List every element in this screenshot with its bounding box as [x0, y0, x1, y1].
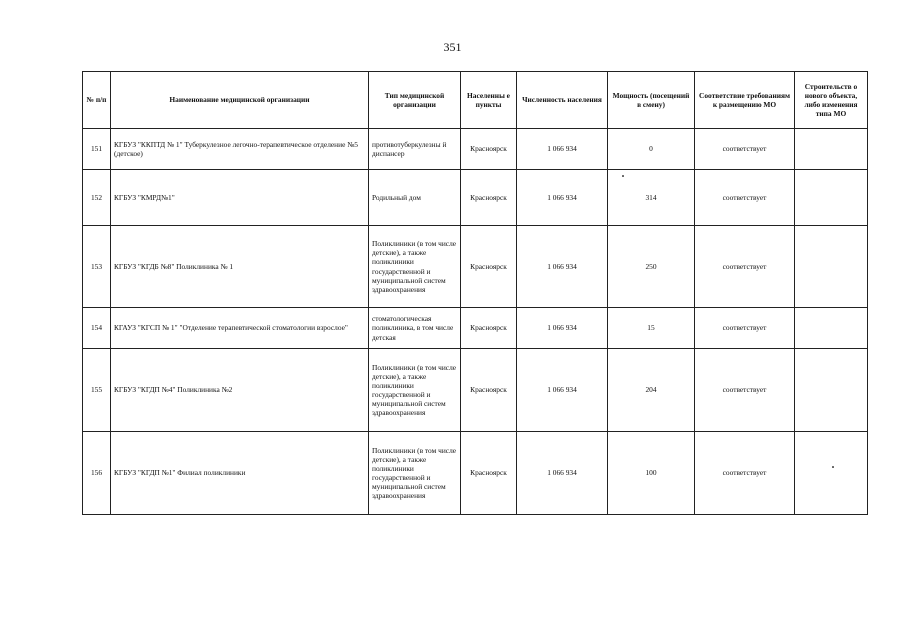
compliance: соответствует — [695, 432, 795, 515]
table-row — [83, 308, 868, 349]
locality: Красноярск — [461, 170, 517, 226]
header-num: № п/п — [83, 72, 111, 129]
organization-name: КГБУЗ "ККПТД № 1" Туберкулезное легочно-терапевтическое отделение №5 (детское) — [111, 129, 369, 170]
construction — [795, 349, 868, 432]
organization-type: Поликлиники (в том числе детские), а также поликлиники государственной и муниципальной систем здравоохранения — [369, 349, 461, 432]
population: 1 066 934 — [517, 129, 608, 170]
organization-name: КГБУЗ "КГДП №1" Филиал поликлиники — [111, 432, 369, 515]
population: 1 066 934 — [517, 349, 608, 432]
header-population: Численность населения — [517, 72, 608, 129]
population: 1 066 934 — [517, 308, 608, 349]
organization-name: КГБУЗ "КМРД№1" — [111, 170, 369, 226]
organization-type: Поликлиники (в том числе детские), а также поликлиники государственной и муниципальной систем здравоохранения — [369, 226, 461, 308]
table-row — [83, 226, 868, 308]
locality: Красноярск — [461, 129, 517, 170]
population: 1 066 934 — [517, 226, 608, 308]
compliance: соответствует — [695, 308, 795, 349]
row-number: 156 — [83, 432, 111, 515]
table-header-row — [83, 72, 868, 129]
table-row — [83, 129, 868, 170]
compliance: соответствует — [695, 349, 795, 432]
header-type: Тип медицинской организации — [369, 72, 461, 129]
organization-type: противотуберкулезны й диспансер — [369, 129, 461, 170]
construction — [795, 432, 868, 515]
row-number: 151 — [83, 129, 111, 170]
construction — [795, 308, 868, 349]
medical-organizations-table — [82, 71, 868, 515]
construction — [795, 226, 868, 308]
organization-name: КГБУЗ "КГДБ №8" Поликлиника № 1 — [111, 226, 369, 308]
organization-type: стоматологическая поликлиника, в том числе детская — [369, 308, 461, 349]
header-compliance: Соответствие требованиям к размещению МО — [695, 72, 795, 129]
row-number: 154 — [83, 308, 111, 349]
locality: Красноярск — [461, 226, 517, 308]
locality: Красноярск — [461, 349, 517, 432]
locality: Красноярск — [461, 432, 517, 515]
header-name: Наименование медицинской организации — [111, 72, 369, 129]
compliance: соответствует — [695, 226, 795, 308]
organization-type: Родильный дом — [369, 170, 461, 226]
population: 1 066 934 — [517, 170, 608, 226]
capacity: 204 — [608, 349, 695, 432]
capacity: 314 — [608, 170, 695, 226]
organization-name: КГБУЗ "КГДП №4" Поликлиника №2 — [111, 349, 369, 432]
table-row — [83, 170, 868, 226]
row-number: 155 — [83, 349, 111, 432]
row-number: 152 — [83, 170, 111, 226]
scan-speck — [622, 175, 624, 177]
header-capacity: Мощность (посещений в смену) — [608, 72, 695, 129]
compliance: соответствует — [695, 170, 795, 226]
organization-name: КГАУЗ "КГСП № 1" "Отделение терапевтической стоматологии взрослое" — [111, 308, 369, 349]
header-locality: Населенны е пункты — [461, 72, 517, 129]
table-row — [83, 349, 868, 432]
capacity: 250 — [608, 226, 695, 308]
locality: Красноярск — [461, 308, 517, 349]
construction — [795, 129, 868, 170]
page-number: 351 — [443, 40, 462, 54]
scan-speck — [832, 466, 834, 468]
compliance: соответствует — [695, 129, 795, 170]
capacity: 15 — [608, 308, 695, 349]
header-construction: Строительств о нового объекта, либо изменения типа МО — [795, 72, 868, 129]
organization-type: Поликлиники (в том числе детские), а также поликлиники государственной и муниципальной систем здравоохранения — [369, 432, 461, 515]
construction — [795, 170, 868, 226]
table-row — [83, 432, 868, 515]
capacity: 0 — [608, 129, 695, 170]
capacity: 100 — [608, 432, 695, 515]
row-number: 153 — [83, 226, 111, 308]
population: 1 066 934 — [517, 432, 608, 515]
